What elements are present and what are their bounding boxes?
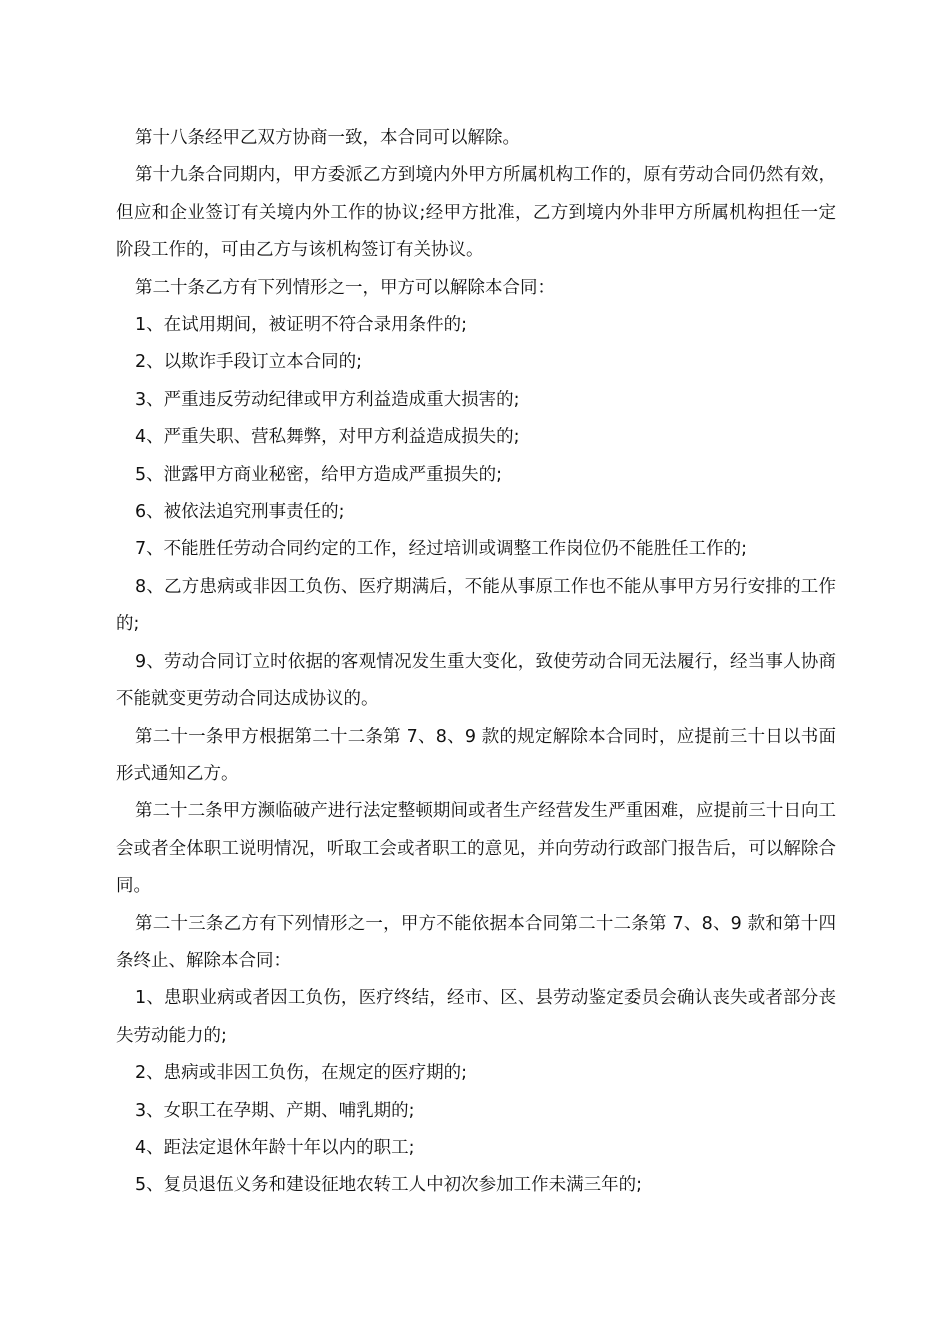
paragraph-article-22: 第二十二条甲方濒临破产进行法定整顿期间或者生产经营发生严重困难，应提前三十日向工会或者全体职工说明情况，听取工会或者职工的意见，并向劳动行政部门报告后，可以解除合同。 — [116, 801, 836, 897]
list-item: 9、劳动合同订立时依据的客观情况发生重大变化，致使劳动合同无法履行，经当事人协商不能就变更劳动合同达成协议的。 — [116, 651, 836, 710]
list-item: 1、患职业病或者因工负伤，医疗终结，经市、区、县劳动鉴定委员会确认丧失或者部分丧失劳动能力的; — [116, 988, 836, 1046]
list-item: 6、被依法追究刑事责任的; — [135, 502, 345, 523]
list-item: 2、患病或非因工负伤，在规定的医疗期的; — [135, 1063, 468, 1084]
list-item: 3、严重违反劳动纪律或甲方利益造成重大损害的; — [135, 389, 520, 410]
list-item: 1、在试用期间，被证明不符合录用条件的; — [135, 315, 468, 336]
document-body — [116, 120, 836, 1205]
list-item: 8、乙方患病或非因工负伤、医疗期满后，不能从事原工作也不能从事甲方另行安排的工作的; — [116, 576, 836, 635]
list-item: 4、距法定退休年龄十年以内的职工; — [135, 1137, 415, 1158]
paragraph-article-18: 第十八条经甲乙双方协商一致，本合同可以解除。 — [135, 128, 520, 148]
paragraph-article-21: 第二十一条甲方根据第二十二条第 7、8、9 款的规定解除本合同时，应提前三十日以书面形式通知乙方。 — [116, 726, 836, 784]
list-item: 4、严重失职、营私舞弊，对甲方利益造成损失的; — [135, 427, 520, 448]
list-item: 2、以欺诈手段订立本合同的; — [135, 352, 363, 373]
list-item: 5、泄露甲方商业秘密，给甲方造成严重损失的; — [135, 464, 503, 485]
paragraph-article-20: 第二十条乙方有下列情形之一，甲方可以解除本合同： — [135, 277, 555, 298]
paragraph-article-23: 第二十三条乙方有下列情形之一，甲方不能依据本合同第二十二条第 7、8、9 款和第十四条终止、解除本合同： — [116, 913, 836, 971]
list-item: 3、女职工在孕期、产期、哺乳期的; — [135, 1100, 415, 1121]
list-item: 5、复员退伍义务和建设征地农转工人中初次参加工作未满三年的; — [135, 1175, 643, 1196]
paragraph-article-19: 第十九条合同期内，甲方委派乙方到境内外甲方所属机构工作的，原有劳动合同仍然有效，但应和企业签订有关境内外工作的协议;经甲方批准，乙方到境内外非甲方所属机构担任一定阶段工作的，可由乙方与该机构签订有关协议。 — [116, 165, 836, 261]
list-item: 7、不能胜任劳动合同约定的工作，经过培训或调整工作岗位仍不能胜任工作的; — [135, 539, 748, 560]
